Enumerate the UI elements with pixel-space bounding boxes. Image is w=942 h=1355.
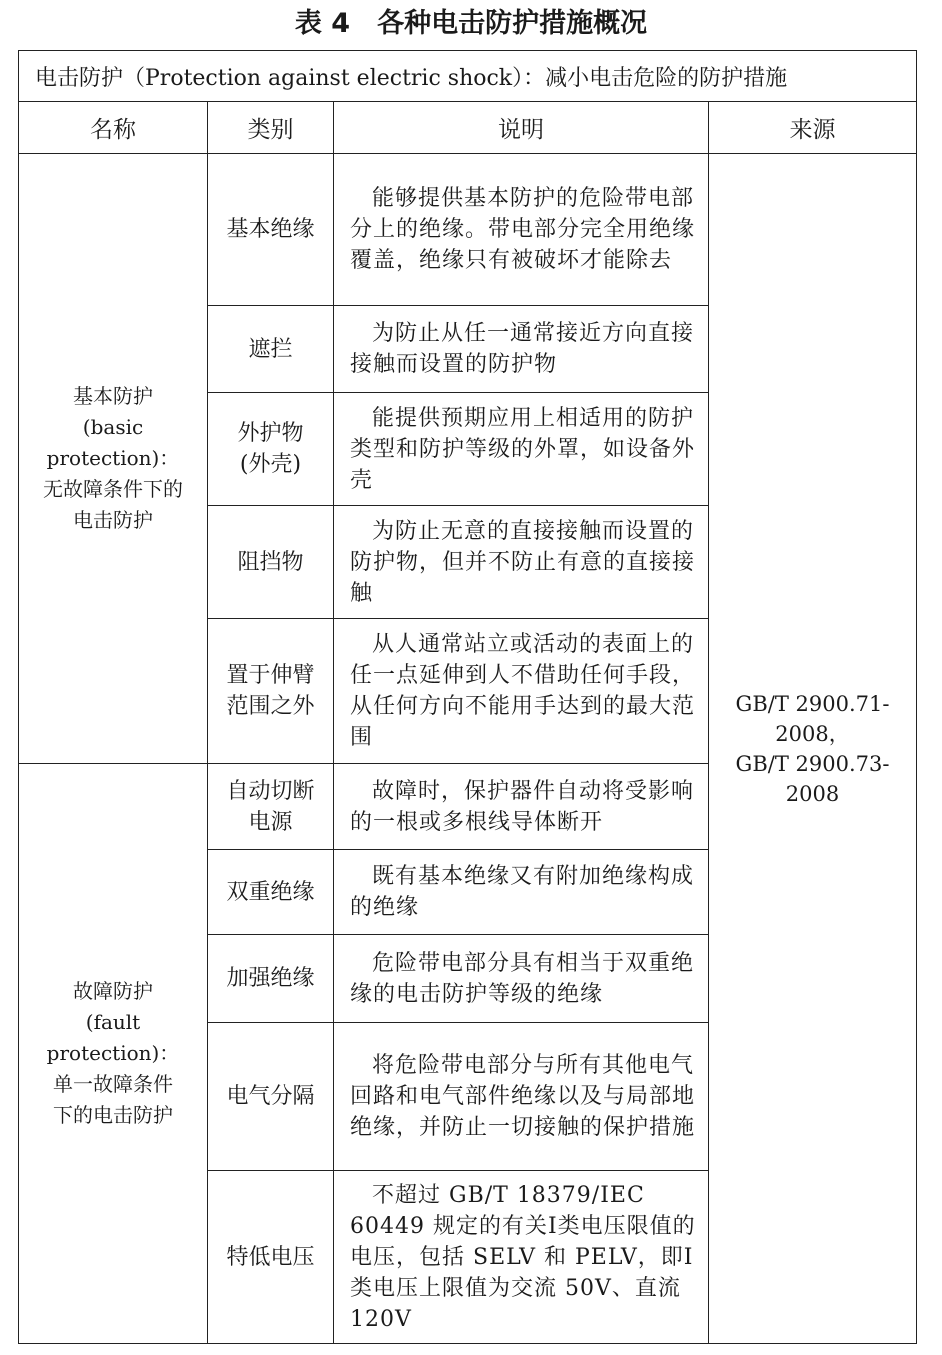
header-category: 类别 bbox=[208, 102, 334, 154]
description-text: 为防止无意的直接接触而设置的防护物，但并不防止有意的直接接触 bbox=[350, 518, 696, 606]
group-name-line: 单一故障条件 bbox=[53, 1072, 173, 1096]
description-text: 不超过 GB/T 18379/IEC 60449 规定的有关Ⅰ类电压限值的电压，包括 SELV 和 PELV，即Ⅰ类电压上限值为交流 50V、直流 120V bbox=[350, 1182, 696, 1332]
header-description: 说明 bbox=[334, 102, 709, 154]
source-line: GB/T 2900.73- bbox=[735, 751, 890, 776]
group-name-line: 无故障条件下的 bbox=[43, 477, 183, 501]
category-cell bbox=[208, 154, 334, 306]
description-cell bbox=[334, 935, 709, 1023]
description-text: 能提供预期应用上相适用的防护类型和防护等级的外罩，如设备外壳 bbox=[350, 405, 696, 493]
category-cell bbox=[208, 1023, 334, 1171]
category-label: 外护物 bbox=[237, 421, 304, 446]
source-line: 2008， bbox=[775, 721, 850, 746]
category-cell bbox=[208, 306, 334, 393]
description-cell bbox=[334, 306, 709, 393]
description-text: 能够提供基本防护的危险带电部分上的绝缘。带电部分完全用绝缘覆盖，绝缘只有被破坏才能除去 bbox=[350, 186, 696, 273]
group-name-line: (basic protection)： bbox=[46, 415, 180, 470]
category-label: 阻挡物 bbox=[237, 549, 304, 575]
description-text: 将危险带电部分与所有其他电气回路和电气部件绝缘以及与局部地绝缘，并防止一切接触的保护措施 bbox=[350, 1053, 696, 1140]
category-cell bbox=[208, 393, 334, 506]
description-cell bbox=[334, 1171, 709, 1344]
description-cell bbox=[334, 1023, 709, 1171]
source-line: 2008 bbox=[785, 781, 840, 806]
group-name-line: (fault protection)： bbox=[46, 1010, 180, 1065]
description-cell bbox=[334, 850, 709, 935]
group-name-line: 电击防护 bbox=[73, 508, 153, 532]
description-cell bbox=[334, 506, 709, 619]
category-label: 加强绝缘 bbox=[226, 966, 315, 991]
category-label: 自动切断 bbox=[226, 778, 315, 804]
description-text: 为防止从任一通常接近方向直接接触而设置的防护物 bbox=[350, 321, 695, 377]
category-label: 电源 bbox=[248, 809, 293, 835]
category-label: 电气分隔 bbox=[226, 1084, 315, 1109]
category-label: 双重绝缘 bbox=[226, 879, 315, 905]
header-name: 名称 bbox=[19, 102, 208, 154]
category-cell bbox=[208, 1171, 334, 1344]
category-label: 特低电压 bbox=[226, 1244, 315, 1270]
category-cell bbox=[208, 850, 334, 935]
group-name-line: 故障防护 bbox=[73, 979, 153, 1003]
header-row bbox=[19, 102, 917, 154]
protection-measures-table bbox=[18, 50, 917, 1344]
category-label: 基本绝缘 bbox=[226, 217, 315, 242]
source-line: GB/T 2900.71- bbox=[735, 691, 890, 716]
header-source: 来源 bbox=[709, 102, 917, 154]
description-text: 从人通常站立或活动的表面上的任一点延伸到人不借助任何手段，从任何方向不能用手达到的最大范围 bbox=[350, 632, 696, 750]
table-caption: 电击防护（Protection against electric shock）：减小电击危险的防护措施 bbox=[19, 51, 917, 102]
group-name-basic-protection bbox=[19, 154, 208, 764]
category-cell bbox=[208, 935, 334, 1023]
category-label: (外壳) bbox=[239, 452, 302, 477]
group-name-line: 下的电击防护 bbox=[53, 1103, 173, 1127]
category-cell bbox=[208, 619, 334, 764]
description-cell bbox=[334, 764, 709, 850]
group-name-fault-protection bbox=[19, 764, 208, 1344]
description-text: 既有基本绝缘又有附加绝缘构成的绝缘 bbox=[350, 864, 695, 920]
category-cell bbox=[208, 506, 334, 619]
category-cell bbox=[208, 764, 334, 850]
description-text: 危险带电部分具有相当于双重绝缘的电击防护等级的绝缘 bbox=[350, 950, 695, 1007]
table-row bbox=[19, 154, 917, 306]
description-cell bbox=[334, 619, 709, 764]
table-title: 表 4 各种电击防护措施概况 bbox=[294, 8, 648, 39]
category-label: 遮拦 bbox=[248, 336, 293, 362]
description-cell bbox=[334, 393, 709, 506]
description-text: 故障时，保护器件自动将受影响的一根或多根线导体断开 bbox=[350, 778, 695, 835]
source-cell bbox=[709, 154, 917, 1344]
description-cell bbox=[334, 154, 709, 306]
category-label: 置于伸臂 bbox=[226, 663, 315, 688]
category-label: 范围之外 bbox=[226, 694, 315, 719]
group-name-line: 基本防护 bbox=[73, 384, 153, 408]
